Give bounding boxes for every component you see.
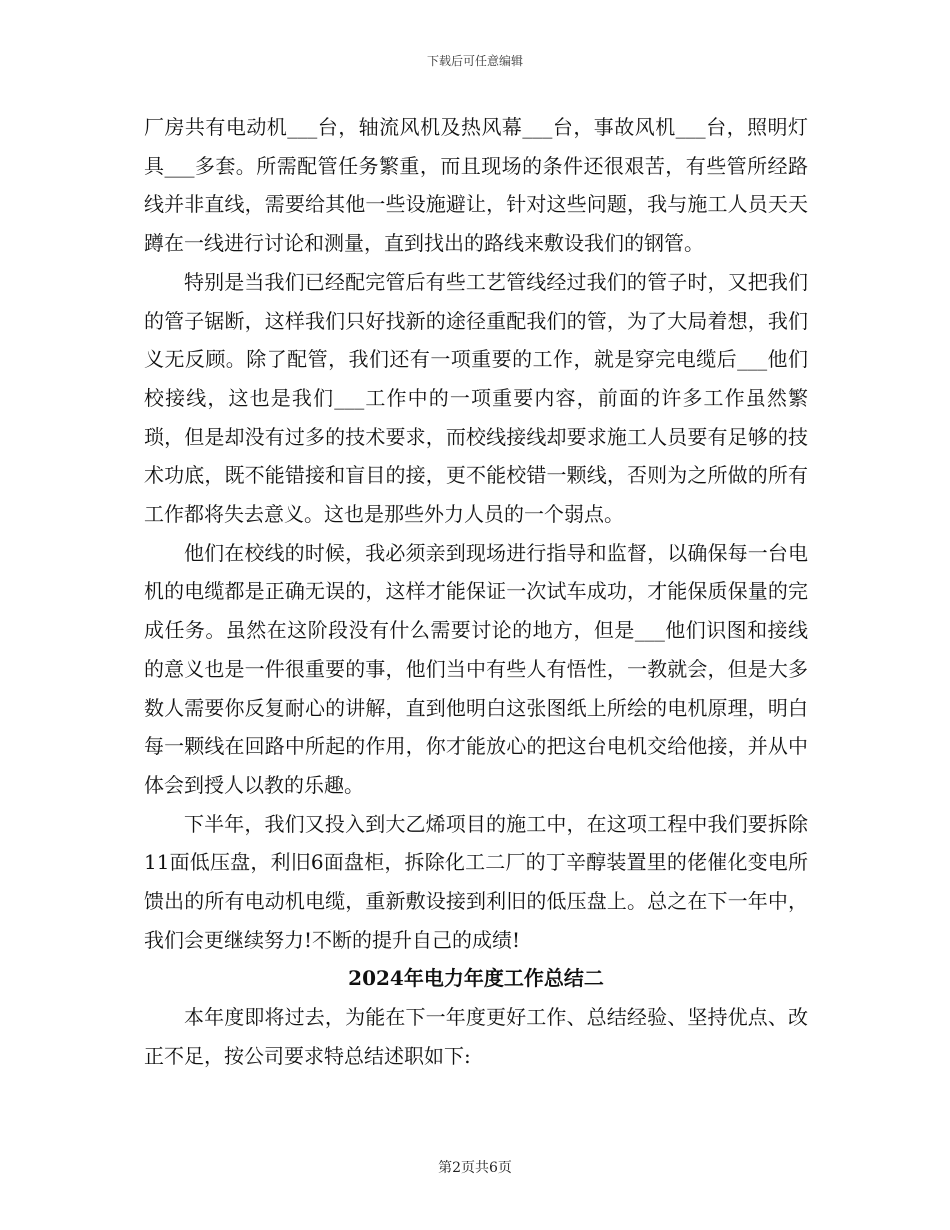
page-footer: 第2页共6页 [438, 1160, 512, 1176]
section-title: 2024年电力年度工作总结二 [348, 966, 604, 991]
paragraph-2: 特别是当我们已经配完管后有些工艺管线经过我们的管子时，又把我们的管子锯断，这样我们只好找新的途径重配我们的管，为了大局着想，我们义无反顾。除了配管，我们还有一项重要的工作，就是穿完电缆后___他们校接线，这也是我们___工作中的一项重要内容，前面的许多工作虽然繁琐，但是却没有过多的技术要求，而校线接线却要求施工人员要有足够的技术功底，既不能错接和盲目的接，更不能校错一颗线，否则为之所做的所有工作都将失去意义。这也是那些外力人员的一个弱点。 [144, 269, 808, 527]
document-body [144, 108, 808, 1076]
paragraph-1: 厂房共有电动机___台，轴流风机及热风幕___台，事故风机___台，照明灯具___多套。所需配管任务繁重，而且现场的条件还很艰苦，有些管所经路线并非直线，需要给其他一些设施避让，针对这些问题，我与施工人员天天蹲在一线进行讨论和测量，直到找出的路线来敷设我们的钢管。 [144, 115, 808, 256]
paragraph-3: 他们在校线的时候，我必须亲到现场进行指导和监督，以确保每一台电机的电缆都是正确无误的，这样才能保证一次试车成功，才能保质保量的完成任务。虽然在这阶段没有什么需要讨论的地方，但是___他们识图和接线的意义也是一件很重要的事，他们当中有些人有悟性，一教就会，但是大多数人需要你反复耐心的讲解，直到他明白这张图纸上所绘的电机原理，明白每一颗线在回路中所起的作用，你才能放心的把这台电机交给他接，并从中体会到授人以教的乐趣。 [144, 540, 808, 797]
page-header: 下载后可任意编辑 [426, 54, 523, 68]
paragraph-4: 下半年，我们又投入到大乙烯项目的施工中，在这项工程中我们要拆除11面低压盘，利旧6面盘柜，拆除化工二厂的丁辛醇装置里的佬催化变电所馈出的所有电动机电缆，重新敷设接到利旧的低压盘上。总之在下一年中，我们会更继续努力!不断的提升自己的成绩! [144, 811, 808, 952]
paragraph-5: 本年度即将过去，为能在下一年度更好工作、总结经验、坚持优点、改正不足，按公司要求特总结述职如下: [144, 1005, 808, 1068]
